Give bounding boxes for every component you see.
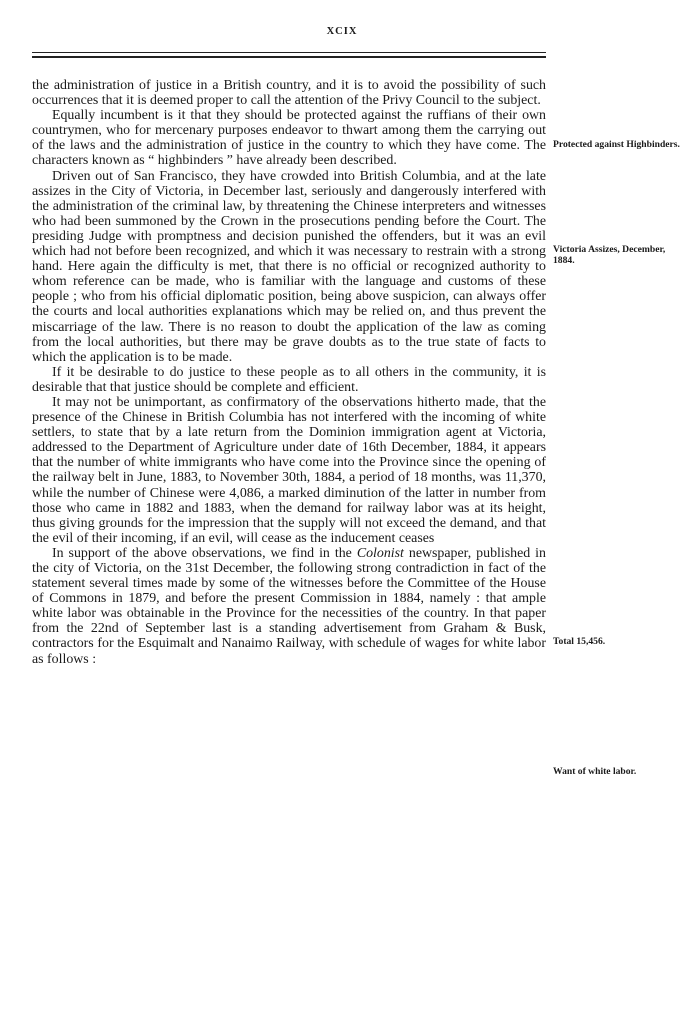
- page-number: XCIX: [326, 26, 358, 37]
- body-text: [32, 78, 546, 667]
- newspaper-title: Colonist: [356, 545, 404, 561]
- header-rule-thin: [32, 52, 546, 53]
- paragraph: the administration of justice in a British country, and it is to avoid the possibility of such occurrences that it is deemed proper to call the attention of the Privy Council to the subject.: [32, 78, 546, 109]
- header-rule-thick: [32, 56, 546, 58]
- paragraph: Equally incumbent is it that they should be protected against the ruffians of their own countrymen, who for mercenary purposes endeavor to thwart among them the carrying out of the laws and the administration of justice in the country to which they have come. The characters known as “ highbinders ” have already been described.: [32, 108, 546, 169]
- paragraph: [32, 546, 546, 667]
- margin-note-protected-highbinders: Protected against Highbinders.: [553, 139, 680, 150]
- paragraph-text-before: In support of the above observations, we find in the: [52, 545, 357, 561]
- margin-note-want-of-white-labor: Want of white labor.: [553, 766, 637, 777]
- margin-note-total: Total 15,456.: [553, 636, 606, 647]
- margin-note-victoria-assizes: Victoria Assizes, December, 1884.: [553, 244, 666, 266]
- paragraph: If it be desirable to do justice to these people as to all others in the community, it is desirable that that justice should be complete and efficient.: [32, 364, 546, 395]
- paragraph: Driven out of San Francisco, they have crowded into British Columbia, and at the late assizes in the City of Victoria, in December last, seriously and dangerously interfered with the administration of the criminal law, by threatening the Chinese interpreters and witnesses who had been summoned by the Crown in the prosecutions pending before the Court. The presiding Judge with promptness and decision punished the offenders, but it was an evil which had not before been recognized, and which it was necessary to restrain with a strong hand. Here again the difficulty is met, that there is no official or recognized authority to whom reference can be made, who is familiar with the language and customs of these people ; who from his official diplomatic position, being above suspicion, can always offer the courts and local authorities explanations which may be relied on, and thus prevent the miscarriage of the law. There is no reason to doubt the application of the law as coming from the local authorities, but there may be grave doubts as to the true state of facts to which the application is to be made.: [32, 168, 546, 365]
- paragraph-text-after: newspaper, published in the city of Victoria, on the 31st December, the following strong contradiction in fact of the statement several times made by some of the witnesses before the Committee of the House of Commons in 1879, and before the present Commission in 1884, namely : that ample white labor was obtainable in the Province for the necessities of the country. In that paper from the 22nd of September last is a standing advertisement from Graham & Busk, contractors for the Esquimalt and Nanaimo Railway, with schedule of wages for white labor as follows :: [32, 545, 546, 667]
- paragraph: It may not be unimportant, as confirmatory of the observations hitherto made, that the presence of the Chinese in British Columbia has not interfered with the incoming of white settlers, to state that by a late return from the Dominion immigration agent at Victoria, addressed to the Department of Agriculture under date of 16th December, 1884, it appears that the number of white immigrants who have come into the Province since the opening of the railway belt in June, 1883, to November 30th, 1884, a period of 18 months, was 11,370, while the number of Chinese were 4,086, a marked diminution of the latter in number from those who came in 1882 and 1883, when the demand for railway labor was at its height, thus giving grounds for the impression that the supply will not exceed the demand, and that the evil of their incoming, if an evil, will cease as the inducement ceases: [32, 394, 546, 546]
